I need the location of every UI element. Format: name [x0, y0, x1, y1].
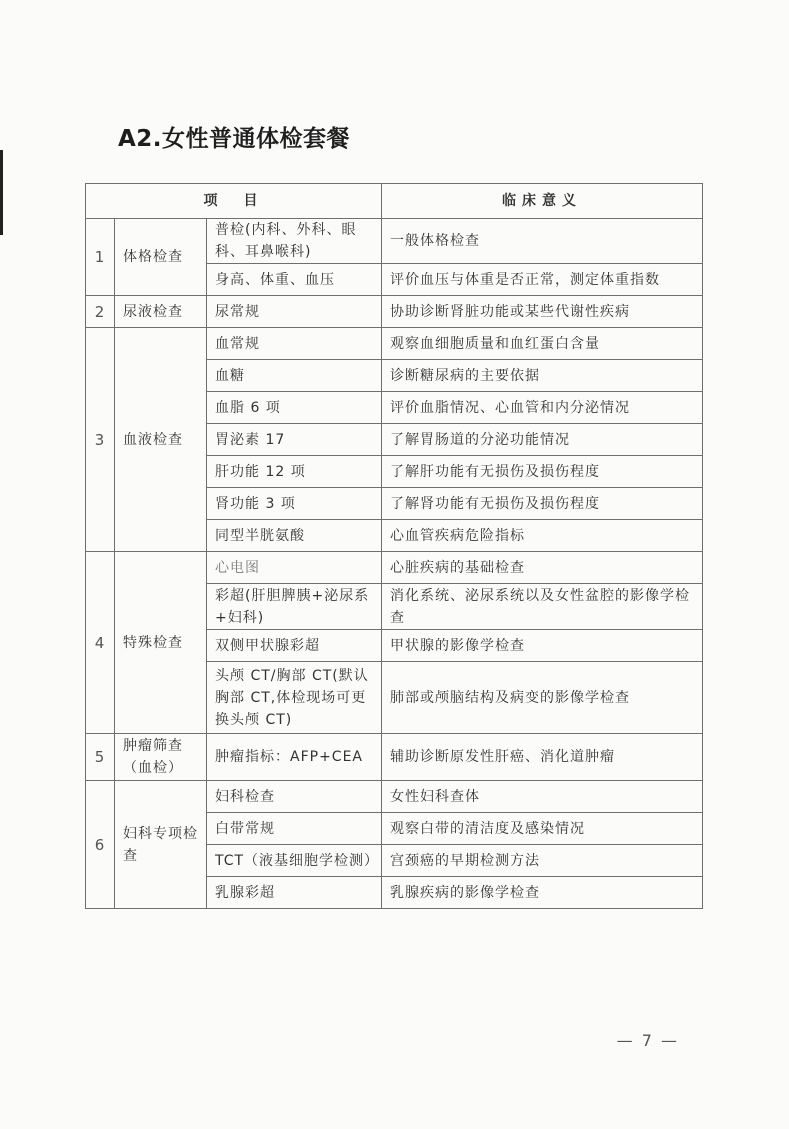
item-cell: 肝功能 12 项 [207, 456, 382, 488]
meaning-cell: 评价血压与体重是否正常，测定体重指数 [382, 264, 703, 296]
item-cell: 头颅 CT/胸部 CT(默认胸部 CT,体检现场可更换头颅 CT) [207, 662, 382, 734]
group-category: 血液检查 [115, 328, 207, 552]
group-category: 肿瘤筛查（血检） [115, 734, 207, 781]
item-cell: 同型半胱氨酸 [207, 520, 382, 552]
group-number: 6 [86, 781, 115, 909]
group-number: 4 [86, 552, 115, 734]
item-cell: 血常规 [207, 328, 382, 360]
meaning-cell: 了解胃肠道的分泌功能情况 [382, 424, 703, 456]
meaning-cell: 肺部或颅脑结构及病变的影像学检查 [382, 662, 703, 734]
meaning-cell: 女性妇科查体 [382, 781, 703, 813]
item-cell: TCT（液基细胞学检测） [207, 845, 382, 877]
meaning-cell: 心血管疾病危险指标 [382, 520, 703, 552]
meaning-cell: 观察血细胞质量和血红蛋白含量 [382, 328, 703, 360]
item-cell: 妇科检查 [207, 781, 382, 813]
page-title: A2.女性普通体检套餐 [118, 126, 351, 152]
header-meaning: 临床意义 [382, 184, 703, 219]
meaning-cell: 消化系统、泌尿系统以及女性盆腔的影像学检查 [382, 584, 703, 630]
item-cell: 普检(内科、外科、眼科、耳鼻喉科) [207, 219, 382, 264]
group-number: 3 [86, 328, 115, 552]
item-cell: 身高、体重、血压 [207, 264, 382, 296]
table-header-row [86, 184, 703, 219]
meaning-cell: 了解肾功能有无损伤及损伤程度 [382, 488, 703, 520]
meaning-cell: 诊断糖尿病的主要依据 [382, 360, 703, 392]
item-cell: 肾功能 3 项 [207, 488, 382, 520]
meaning-cell: 了解肝功能有无损伤及损伤程度 [382, 456, 703, 488]
table-row [86, 734, 703, 781]
item-cell: 血脂 6 项 [207, 392, 382, 424]
group-number: 1 [86, 219, 115, 296]
exam-package-table [85, 183, 703, 909]
item-cell: 彩超(肝胆脾胰+泌尿系+妇科) [207, 584, 382, 630]
group-number: 2 [86, 296, 115, 328]
meaning-cell: 一般体格检查 [382, 219, 703, 264]
group-category: 尿液检查 [115, 296, 207, 328]
meaning-cell: 宫颈癌的早期检测方法 [382, 845, 703, 877]
group-category: 体格检查 [115, 219, 207, 296]
table-row [86, 296, 703, 328]
header-item: 项 目 [86, 184, 382, 219]
item-cell: 胃泌素 17 [207, 424, 382, 456]
item-cell: 白带常规 [207, 813, 382, 845]
binding-edge-mark [0, 150, 3, 235]
item-cell: 乳腺彩超 [207, 877, 382, 909]
group-category: 妇科专项检查 [115, 781, 207, 909]
item-cell: 尿常规 [207, 296, 382, 328]
meaning-cell: 甲状腺的影像学检查 [382, 630, 703, 662]
group-category: 特殊检查 [115, 552, 207, 734]
table-row [86, 781, 703, 813]
table-row [86, 219, 703, 264]
table-row [86, 552, 703, 584]
meaning-cell: 乳腺疾病的影像学检查 [382, 877, 703, 909]
meaning-cell: 心脏疾病的基础检查 [382, 552, 703, 584]
meaning-cell: 协助诊断肾脏功能或某些代谢性疾病 [382, 296, 703, 328]
page-number: — 7 — [616, 1031, 679, 1050]
group-number: 5 [86, 734, 115, 781]
meaning-cell: 观察白带的清洁度及感染情况 [382, 813, 703, 845]
item-cell: 血糖 [207, 360, 382, 392]
item-cell: 双侧甲状腺彩超 [207, 630, 382, 662]
meaning-cell: 评价血脂情况、心血管和内分泌情况 [382, 392, 703, 424]
item-cell: 心电图 [207, 552, 382, 584]
table-row [86, 328, 703, 360]
meaning-cell: 辅助诊断原发性肝癌、消化道肿瘤 [382, 734, 703, 781]
item-cell: 肿瘤指标：AFP+CEA [207, 734, 382, 781]
